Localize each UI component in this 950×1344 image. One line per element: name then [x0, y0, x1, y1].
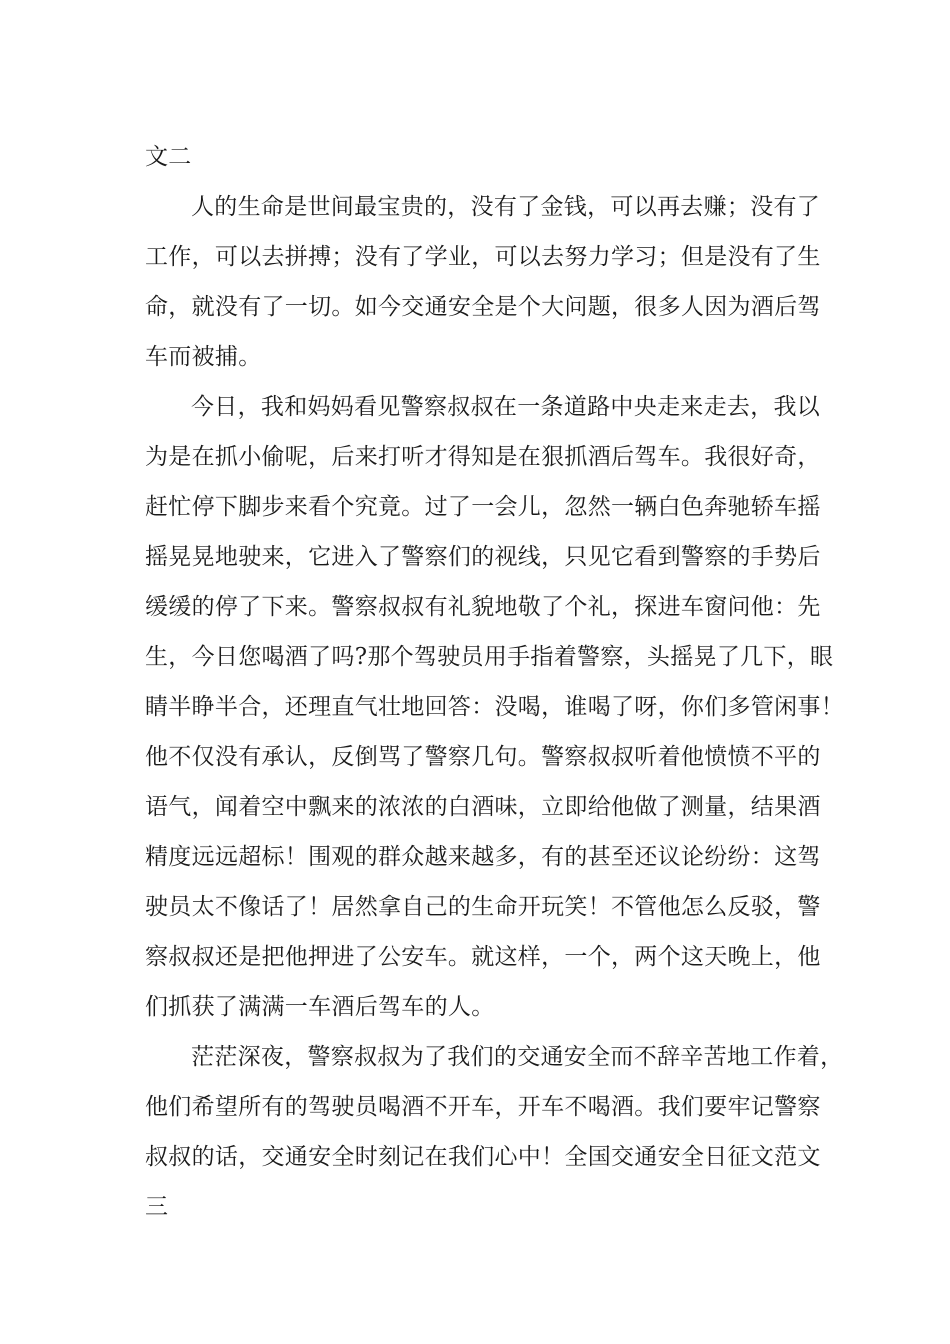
paragraph-line: 们抓获了满满一车酒后驾车的人。: [145, 994, 495, 1020]
paragraph-line: 人的生命是世间最宝贵的，没有了金钱，可以再去赚；没有了: [191, 194, 821, 220]
paragraph-1: [145, 182, 825, 382]
paragraph-line: 为是在抓小偷呢，后来打听才得知是在狠抓酒后驾车。我很好奇，: [145, 444, 821, 470]
paragraph-line: 语气，闻着空中飘来的浓浓的白酒味，立即给他做了测量，结果酒: [145, 794, 821, 820]
paragraph-line: 他不仅没有承认，反倒骂了警察几句。警察叔叔听着他愤愤不平的: [145, 744, 821, 770]
paragraph-line: 今日，我和妈妈看见警察叔叔在一条道路中央走来走去，我以: [191, 394, 821, 420]
paragraph-line: 车而被捕。: [145, 344, 262, 370]
paragraph-line: 察叔叔还是把他押进了公安车。就这样，一个，两个这天晚上，他: [145, 944, 821, 970]
section-heading: 文二: [145, 144, 192, 170]
paragraph-3: [145, 1032, 844, 1232]
paragraph-line: 茫茫深夜，警察叔叔为了我们的交通安全而不辞辛苦地工作着，: [191, 1044, 844, 1070]
paragraph-line: 驶员太不像话了！居然拿自己的生命开玩笑！不管他怎么反驳，警: [145, 894, 821, 920]
paragraph-line: 生，今日您喝酒了吗?那个驾驶员用手指着警察，头摇晃了几下，眼: [145, 644, 834, 670]
paragraph-line: 赶忙停下脚步来看个究竟。过了一会儿，忽然一辆白色奔驰轿车摇: [145, 494, 821, 520]
paragraph-line: 工作，可以去拼搏；没有了学业，可以去努力学习；但是没有了生: [145, 244, 821, 270]
paragraph-line: 摇晃晃地驶来，它进入了警察们的视线，只见它看到警察的手势后: [145, 544, 821, 570]
document-body: [145, 132, 844, 1232]
paragraph-line: 命，就没有了一切。如今交通安全是个大问题，很多人因为酒后驾: [145, 294, 821, 320]
paragraph-line: 精度远远超标！围观的群众越来越多，有的甚至还议论纷纷：这驾: [145, 844, 821, 870]
paragraph-line: 他们希望所有的驾驶员喝酒不开车，开车不喝酒。我们要牢记警察: [145, 1094, 821, 1120]
paragraph-line: 三: [145, 1194, 169, 1220]
paragraph-line: 叔叔的话，交通安全时刻记在我们心中！全国交通安全日征文范文: [145, 1144, 821, 1170]
paragraph-line: 缓缓的停了下来。警察叔叔有礼貌地敬了个礼，探进车窗问他：先: [145, 594, 821, 620]
paragraph-2: [145, 382, 844, 1032]
paragraph-line: 睛半睁半合，还理直气壮地回答：没喝，谁喝了呀，你们多管闲事！: [145, 694, 844, 720]
